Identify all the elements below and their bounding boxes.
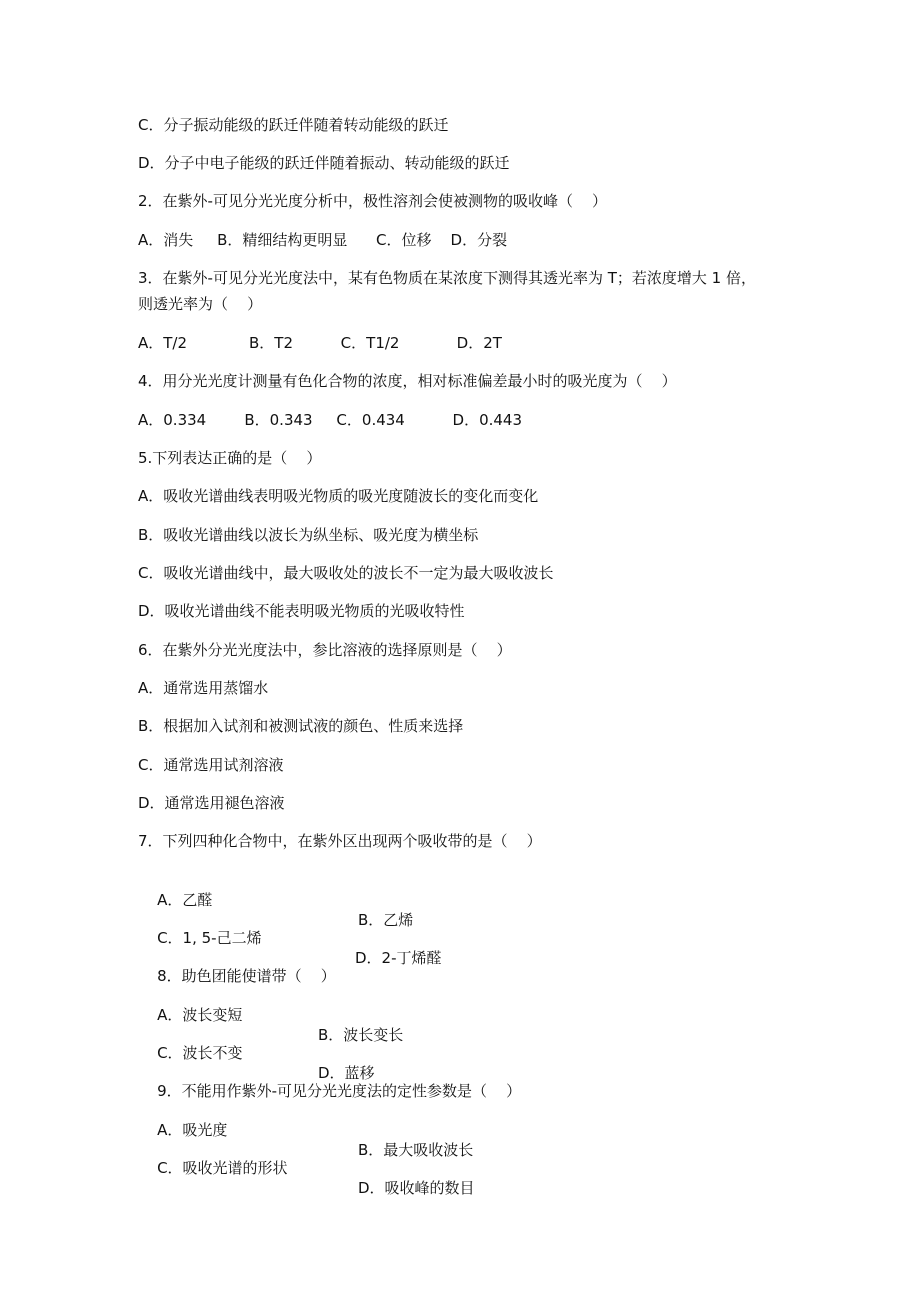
option-line: A．T/2 B．T2 C．T1/2 D．2T bbox=[138, 334, 502, 352]
option-line: A．通常选用蒸馏水 bbox=[138, 679, 269, 697]
option-line: C．通常选用试剂溶液 bbox=[138, 756, 284, 774]
option-b: D．2-丁烯醛 bbox=[355, 949, 442, 967]
option-line: A．消失 B．精细结构更明显 C．位移 D．分裂 bbox=[138, 231, 508, 249]
option-row bbox=[138, 870, 414, 929]
option-a: C．吸收光谱的形状 bbox=[157, 1159, 288, 1177]
option-a: A．吸光度 bbox=[157, 1121, 228, 1139]
question-line: 5.下列表达正确的是（ ） bbox=[138, 449, 322, 467]
option-line: A．吸收光谱曲线表明吸光物质的吸光度随波长的变化而变化 bbox=[138, 487, 539, 505]
option-b: B．乙烯 bbox=[358, 911, 414, 929]
option-b: D．吸收峰的数目 bbox=[358, 1179, 475, 1197]
option-a: C．波长不变 bbox=[157, 1044, 243, 1062]
option-b: B．最大吸收波长 bbox=[358, 1141, 474, 1159]
option-b: D．蓝移 bbox=[318, 1064, 375, 1082]
question-line: 2．在紫外-可见分光光度分析中，极性溶剂会使被测物的吸收峰（ ） bbox=[138, 192, 608, 210]
option-line: B．根据加入试剂和被测试液的颜色、性质来选择 bbox=[138, 717, 464, 735]
option-row bbox=[138, 985, 404, 1044]
option-line: C．吸收光谱曲线中，最大吸收处的波长不一定为最大吸收波长 bbox=[138, 564, 554, 582]
question-line: 4．用分光光度计测量有色化合物的浓度，相对标准偏差最小时的吸光度为（ ） bbox=[138, 372, 677, 390]
question-line: 6．在紫外分光光度法中，参比溶液的选择原则是（ ） bbox=[138, 641, 512, 659]
option-a: C．1, 5-己二烯 bbox=[157, 929, 262, 947]
option-line: C．分子振动能级的跃迁伴随着转动能级的跃迁 bbox=[138, 116, 449, 134]
option-a: A．乙醛 bbox=[157, 891, 213, 909]
option-row bbox=[138, 1100, 474, 1159]
option-a: A．波长变短 bbox=[157, 1006, 243, 1024]
option-line: D．通常选用褪色溶液 bbox=[138, 794, 285, 812]
option-line: D．吸收光谱曲线不能表明吸光物质的光吸收特性 bbox=[138, 602, 465, 620]
option-line: B．吸收光谱曲线以波长为纵坐标、吸光度为横坐标 bbox=[138, 526, 479, 544]
option-b: B．波长变长 bbox=[318, 1026, 404, 1044]
question-line bbox=[138, 1061, 522, 1100]
question-text: 8．助色团能使谱带（ ） bbox=[157, 967, 336, 985]
question-line: 7．下列四种化合物中，在紫外区出现两个吸收带的是（ ） bbox=[138, 832, 542, 850]
question-line: 3．在紫外-可见分光光度法中，某有色物质在某浓度下测得其透光率为 T；若浓度增大 1 倍， bbox=[138, 269, 756, 287]
question-line bbox=[138, 946, 336, 985]
question-line: 则透光率为（ ） bbox=[138, 295, 263, 313]
question-text: 9．不能用作紫外-可见分光光度法的定性参数是（ ） bbox=[157, 1082, 522, 1100]
option-line: D．分子中电子能级的跃迁伴随着振动、转动能级的跃迁 bbox=[138, 154, 510, 172]
option-line: A．0.334 B．0.343 C．0.434 D．0.443 bbox=[138, 411, 523, 429]
